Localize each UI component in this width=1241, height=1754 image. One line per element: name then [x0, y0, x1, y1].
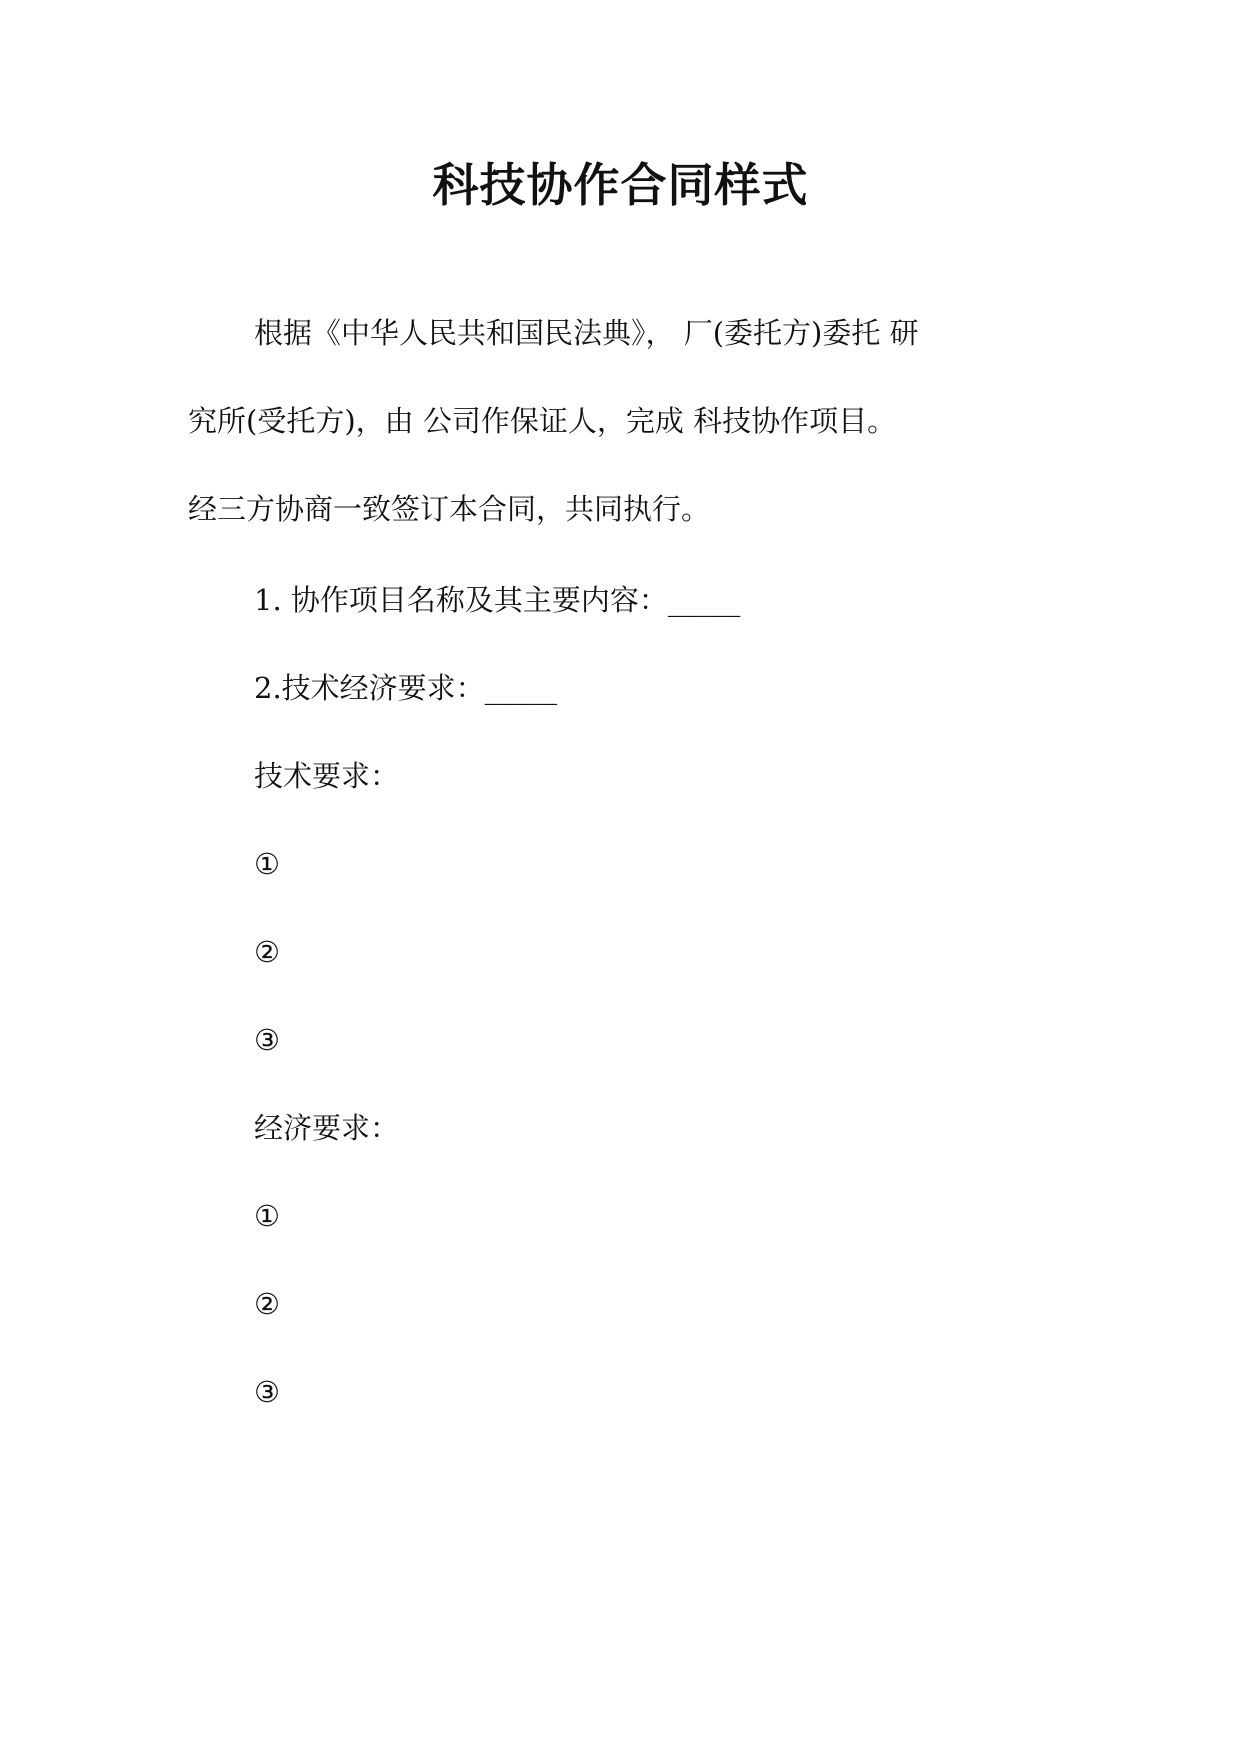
econ-requirements-heading: 经济要求：: [254, 1111, 400, 1145]
intro-paragraph-line-3: 经三方协商一致签订本合同，共同执行。: [188, 492, 711, 526]
econ-requirement-1: ①: [254, 1199, 280, 1233]
econ-requirement-2: ②: [254, 1287, 280, 1321]
clause-item-2: 2.技术经济要求：_____: [254, 671, 558, 705]
tech-requirement-1: ①: [254, 847, 280, 881]
tech-requirement-3: ③: [254, 1023, 280, 1057]
intro-paragraph-line-2: 究所(受托方)，由 公司作保证人，完成 科技协作项目。: [188, 404, 897, 438]
econ-requirement-3: ③: [254, 1375, 280, 1409]
intro-paragraph-line-1: 根据《中华人民共和国民法典》， 厂(委托方)委托 研: [254, 316, 919, 350]
tech-requirements-heading: 技术要求：: [254, 759, 400, 793]
document-title: 科技协作合同样式: [432, 158, 809, 212]
tech-requirement-2: ②: [254, 935, 280, 969]
clause-item-1: 1. 协作项目名称及其主要内容：_____: [254, 583, 741, 617]
